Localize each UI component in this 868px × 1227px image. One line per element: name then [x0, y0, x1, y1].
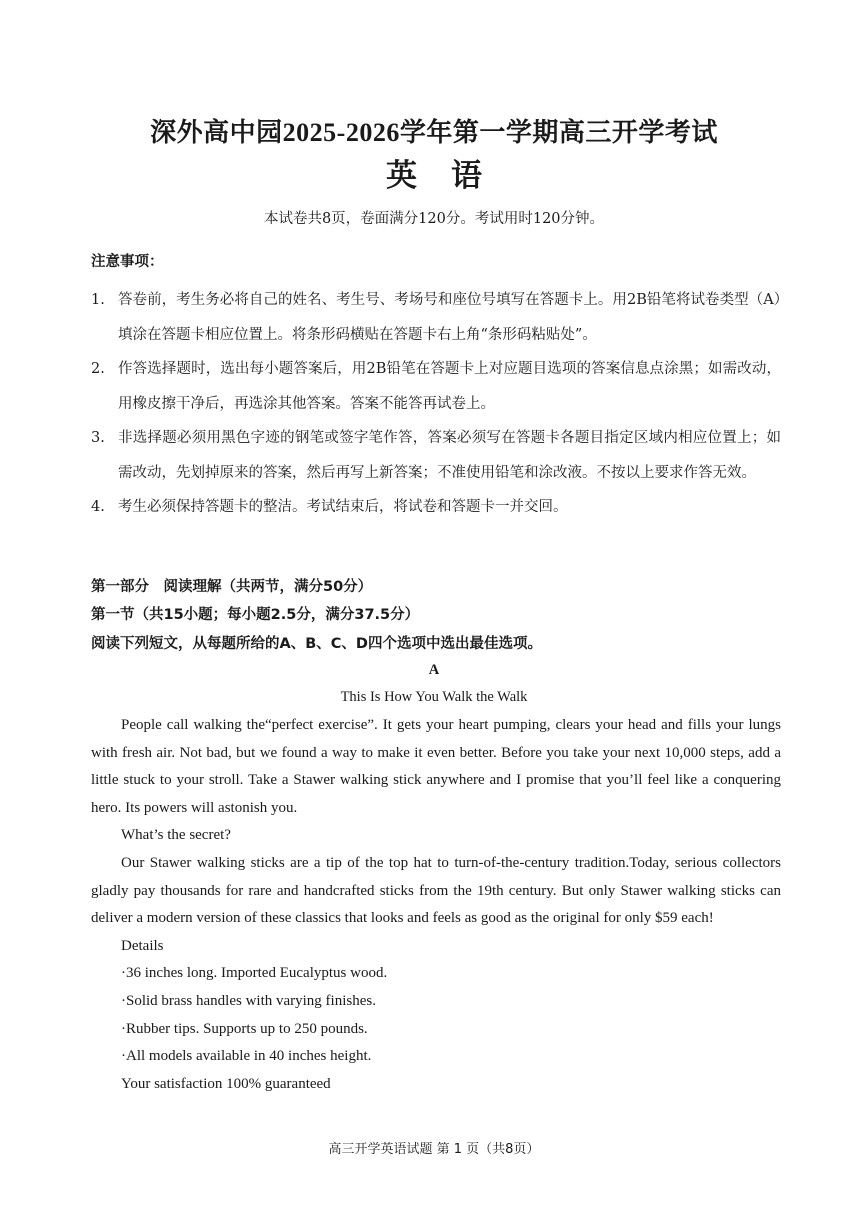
- notice-heading: 注意事项：: [91, 254, 164, 270]
- detail-item: ·All models available in 40 inches height.: [121, 1048, 372, 1065]
- notice-number: 1.: [91, 292, 105, 308]
- notice-number: 2.: [91, 361, 105, 377]
- notice-item: [91, 490, 781, 525]
- passage-paragraph: People call walking the“perfect exercise”. It gets your heart pumping, clears your head and fills your lungs with fresh air. Not bad, but we found a way to make it even better. Before you take your next 10,000 steps, add a little stuck to your stroll. Take a Stawer walking stick anywhere and I promise that you’ll feel like a conquering hero. Its powers will astonish you.: [91, 717, 781, 816]
- exam-intro: 本试卷共8页，卷面满分120分。考试用时120分钟。: [263, 211, 605, 227]
- passage-body: [91, 712, 781, 1098]
- notice-number: 3.: [91, 430, 105, 446]
- section-heading: 第一节（共15小题；每小题2.5分，满分37.5分）: [91, 607, 420, 623]
- notice-text: 答卷前，考生务必将自己的姓名、考生号、考场号和座位号填写在答题卡上。用2B铅笔将试卷类型（A）填涂在答题卡相应位置上。将条形码横贴在答题卡右上角“条形码粘贴处”。: [118, 292, 781, 343]
- notice-text: 考生必须保持答题卡的整洁。考试结束后，将试卷和答题卡一并交回。: [118, 499, 568, 515]
- notice-item: [91, 352, 781, 421]
- subject-char: 语: [451, 158, 482, 194]
- subject-heading: [0, 150, 868, 195]
- passage-paragraph: Your satisfaction 100% guaranteed: [121, 1075, 331, 1092]
- page-footer: 高三开学英语试题 第 1 页（共8页）: [328, 1142, 540, 1157]
- subject-char: 英: [386, 158, 417, 194]
- section-instruction: 阅读下列短文，从每题所给的A、B、C、D四个选项中选出最佳选项。: [91, 636, 542, 652]
- part-heading: 第一部分 阅读理解（共两节，满分50分）: [91, 579, 373, 595]
- notice-number: 4.: [91, 499, 105, 515]
- passage-letter: A: [428, 662, 440, 678]
- passage-paragraph: What’s the secret?: [121, 827, 231, 844]
- notice-text: 作答选择题时，选出每小题答案后，用2B铅笔在答题卡上对应题目选项的答案信息点涂黑；如需改动，用橡皮擦干净后，再选涂其他答案。答案不能答再试卷上。: [118, 361, 781, 412]
- passage-title: This Is How You Walk the Walk: [340, 689, 528, 705]
- passage-paragraph: Our Stawer walking sticks are a tip of the top hat to turn-of-the-century tradition.Today, serious collectors gladly pay thousands for rare and handcrafted sticks from the 19th century. But only Stawer walking sticks can deliver a modern version of these classics that looks and feels as good as the original for only $59 each!: [91, 854, 781, 927]
- notice-list: [91, 283, 781, 525]
- passage-paragraph: Details: [121, 937, 164, 954]
- detail-item: ·36 inches long. Imported Eucalyptus wood.: [121, 965, 388, 982]
- exam-title: 深外高中园2025-2026学年第一学期高三开学考试: [150, 118, 718, 147]
- detail-item: ·Rubber tips. Supports up to 250 pounds.: [121, 1020, 368, 1037]
- notice-text: 非选择题必须用黑色字迹的钢笔或签字笔作答，答案必须写在答题卡各题目指定区域内相应位置上；如需改动，先划掉原来的答案，然后再写上新答案；不准使用铅笔和涂改液。不按以上要求作答无效。: [118, 430, 781, 481]
- detail-item: ·Solid brass handles with varying finishes.: [121, 992, 376, 1009]
- notice-item: [91, 283, 781, 352]
- notice-item: [91, 421, 781, 490]
